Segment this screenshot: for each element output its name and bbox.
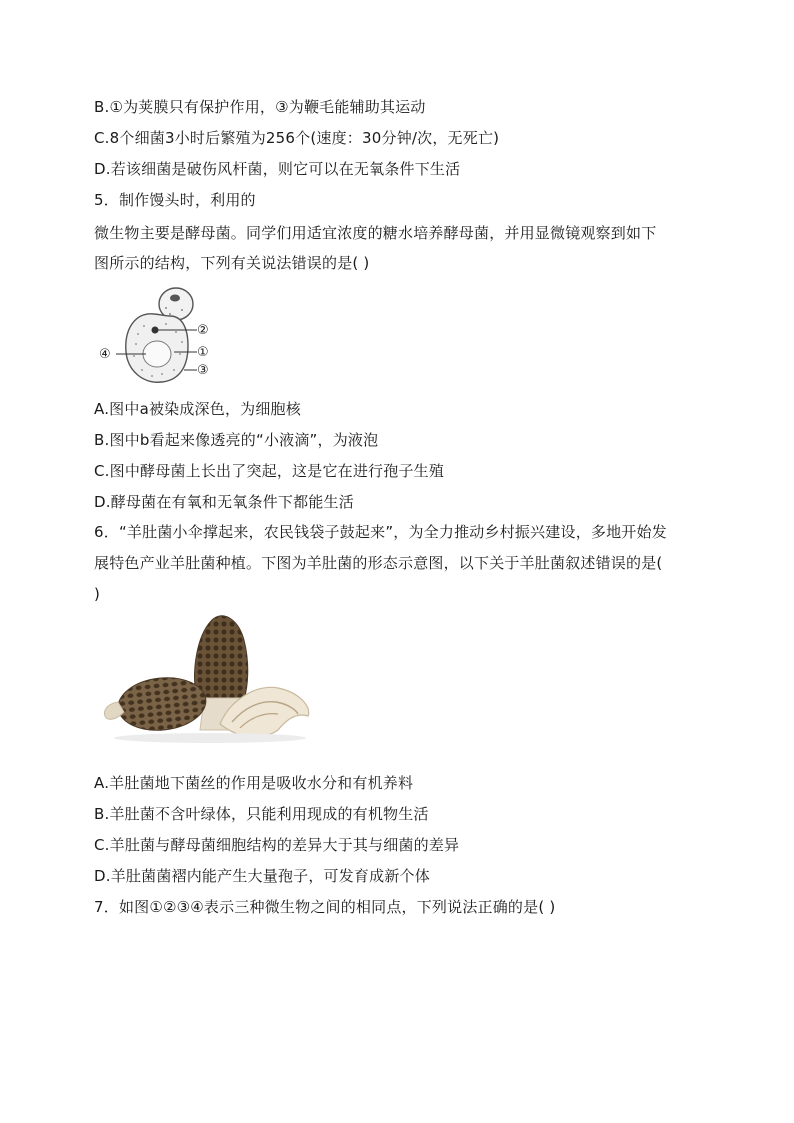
q6-option-d: D.羊肚菌菌褶内能产生大量孢子，可发育成新个体	[94, 867, 430, 885]
q6-stem-line2: 展特色产业羊肚菌种植。下图为羊肚菌的形态示意图，以下关于羊肚菌叙述错误的是(	[94, 554, 663, 572]
q4-option-b: B.①为荚膜只有保护作用，③为鞭毛能辅助其运动	[94, 98, 426, 116]
q7-stem-line1: 7．如图①②③④表示三种微生物之间的相同点，下列说法正确的是( )	[94, 898, 556, 916]
q6-option-c: C.羊肚菌与酵母菌细胞结构的差异大于其与细菌的差异	[94, 836, 460, 854]
q5-stem-line3: 图所示的结构，下列有关说法错误的是( )	[94, 254, 370, 272]
q4-option-c: C.8个细菌3小时后繁殖为256个(速度：30分钟/次，无死亡)	[94, 129, 500, 147]
q5-stem-line2: 微生物主要是酵母菌。同学们用适宜浓度的糖水培养酵母菌，并用显微镜观察到如下	[94, 224, 657, 242]
yeast-label-1: ①	[197, 345, 209, 360]
yeast-label-4: ④	[99, 347, 111, 362]
q6-stem-line1: 6．“羊肚菌小伞撑起来，农民钱袋子鼓起来”，为全力推动乡村振兴建设，多地开始发	[94, 523, 667, 541]
yeast-label-3: ③	[197, 363, 209, 378]
q6-stem-line3: )	[94, 585, 101, 603]
q5-option-c: C.图中酵母菌上长出了突起，这是它在进行孢子生殖	[94, 462, 445, 480]
q5-option-a: A.图中a被染成深色，为细胞核	[94, 400, 301, 418]
q5-option-b: B.图中b看起来像透亮的“小液滴”，为液泡	[94, 431, 379, 449]
q6-option-a: A.羊肚菌地下菌丝的作用是吸收水分和有机养料	[94, 774, 414, 792]
q4-option-d: D.若该细菌是破伤风杆菌，则它可以在无氧条件下生活	[94, 160, 461, 178]
q5-stem-line1: 5．制作馒头时，利用的	[94, 191, 256, 209]
morel-mushroom-image	[100, 612, 316, 744]
yeast-label-2: ②	[197, 323, 209, 338]
q6-option-b: B.羊肚菌不含叶绿体，只能利用现成的有机物生活	[94, 805, 429, 823]
q5-option-d: D.酵母菌在有氧和无氧条件下都能生活	[94, 493, 354, 511]
